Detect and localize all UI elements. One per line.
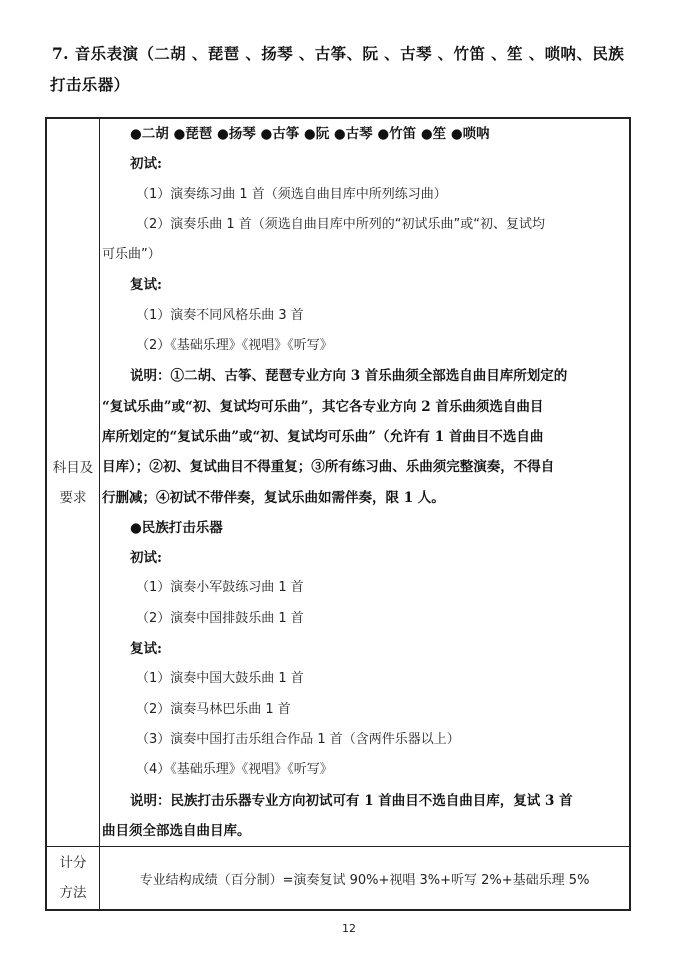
note-line: “复试乐曲”或“初、复试均可乐曲”，其它各专业方向 2 首乐曲须选自曲目 xyxy=(102,398,544,415)
section-heading-line-1: 7. 音乐表演（二胡 、琵琶 、扬琴 、古筝、阮 、古琴 、竹笛 、笙 、唢呐、民族 xyxy=(52,44,625,63)
note-line: 说明：①二胡、古筝、琵琶专业方向 3 首乐曲须全部选自曲目库所划定的 xyxy=(130,368,568,385)
page-number: 12 xyxy=(342,922,356,935)
scoring-label-line-1: 计分 xyxy=(59,855,87,872)
percussion-initial-title: 初试: xyxy=(130,550,162,567)
initial-exam-item: （1）演奏练习曲 1 首（须选自曲目库中所列练习曲） xyxy=(136,186,447,202)
note-line: 库所划定的“复试乐曲”或“初、复试均可乐曲”（允许有 1 首曲目不选自曲 xyxy=(102,428,544,445)
percussion-retest-item: （1）演奏中国大鼓乐曲 1 首 xyxy=(136,671,304,687)
percussion-note-line: 说明：民族打击乐器专业方向初试可有 1 首曲目不选自曲目库，复试 3 首 xyxy=(130,792,573,809)
percussion-initial-item: （1）演奏小军鼓练习曲 1 首 xyxy=(136,580,304,596)
note-line: 行删减；④初试不带伴奏，复试乐曲如需伴奏，限 1 人。 xyxy=(102,489,445,506)
percussion-retest-title: 复试: xyxy=(130,641,162,658)
scoring-label-cell xyxy=(46,847,100,911)
initial-exam-title: 初试: xyxy=(130,156,162,173)
initial-exam-item-continued: 可乐曲”） xyxy=(102,247,161,263)
retest-title: 复试: xyxy=(130,277,162,294)
requirements-label-line-1: 科目及 xyxy=(52,459,94,476)
retest-item: （1）演奏不同风格乐曲 3 首 xyxy=(136,307,304,323)
requirements-table xyxy=(45,117,631,911)
initial-exam-item: （2）演奏乐曲 1 首（须选自曲目库中所列的“初试乐曲”或“初、复试均 xyxy=(136,216,546,232)
scoring-label-line-2: 方法 xyxy=(59,885,87,902)
requirements-content-cell xyxy=(100,118,631,847)
percussion-retest-item: （2）演奏马林巴乐曲 1 首 xyxy=(136,701,291,717)
percussion-retest-item: （4）《基础乐理》《视唱》《听写》 xyxy=(136,762,333,778)
instrument-list: ●二胡 ●琵琶 ●扬琴 ●古筝 ●阮 ●古琴 ●竹笛 ●笙 ●唢呐 xyxy=(130,126,490,142)
percussion-retest-item: （3）演奏中国打击乐组合作品 1 首（含两件乐器以上） xyxy=(136,731,460,747)
section-heading-line-2: 打击乐器） xyxy=(50,75,130,94)
section-heading xyxy=(52,38,652,100)
scoring-formula: 专业结构成绩（百分制）=演奏复试 90%+视唱 3%+听写 2%+基础乐理 5% xyxy=(100,847,631,911)
percussion-initial-item: （2）演奏中国排鼓乐曲 1 首 xyxy=(136,610,304,626)
percussion-note-line: 曲目须全部选自曲目库。 xyxy=(102,822,251,839)
retest-item: （2）《基础乐理》《视唱》《听写》 xyxy=(136,338,333,354)
requirements-label-line-2: 要求 xyxy=(59,489,87,506)
scoring-row xyxy=(46,847,630,911)
requirements-label-cell xyxy=(46,118,100,847)
percussion-heading: ●民族打击乐器 xyxy=(130,519,223,536)
requirements-row xyxy=(46,118,630,847)
note-line: 目库）；②初、复试曲目不得重复；③所有练习曲、乐曲须完整演奏，不得自 xyxy=(102,459,555,476)
